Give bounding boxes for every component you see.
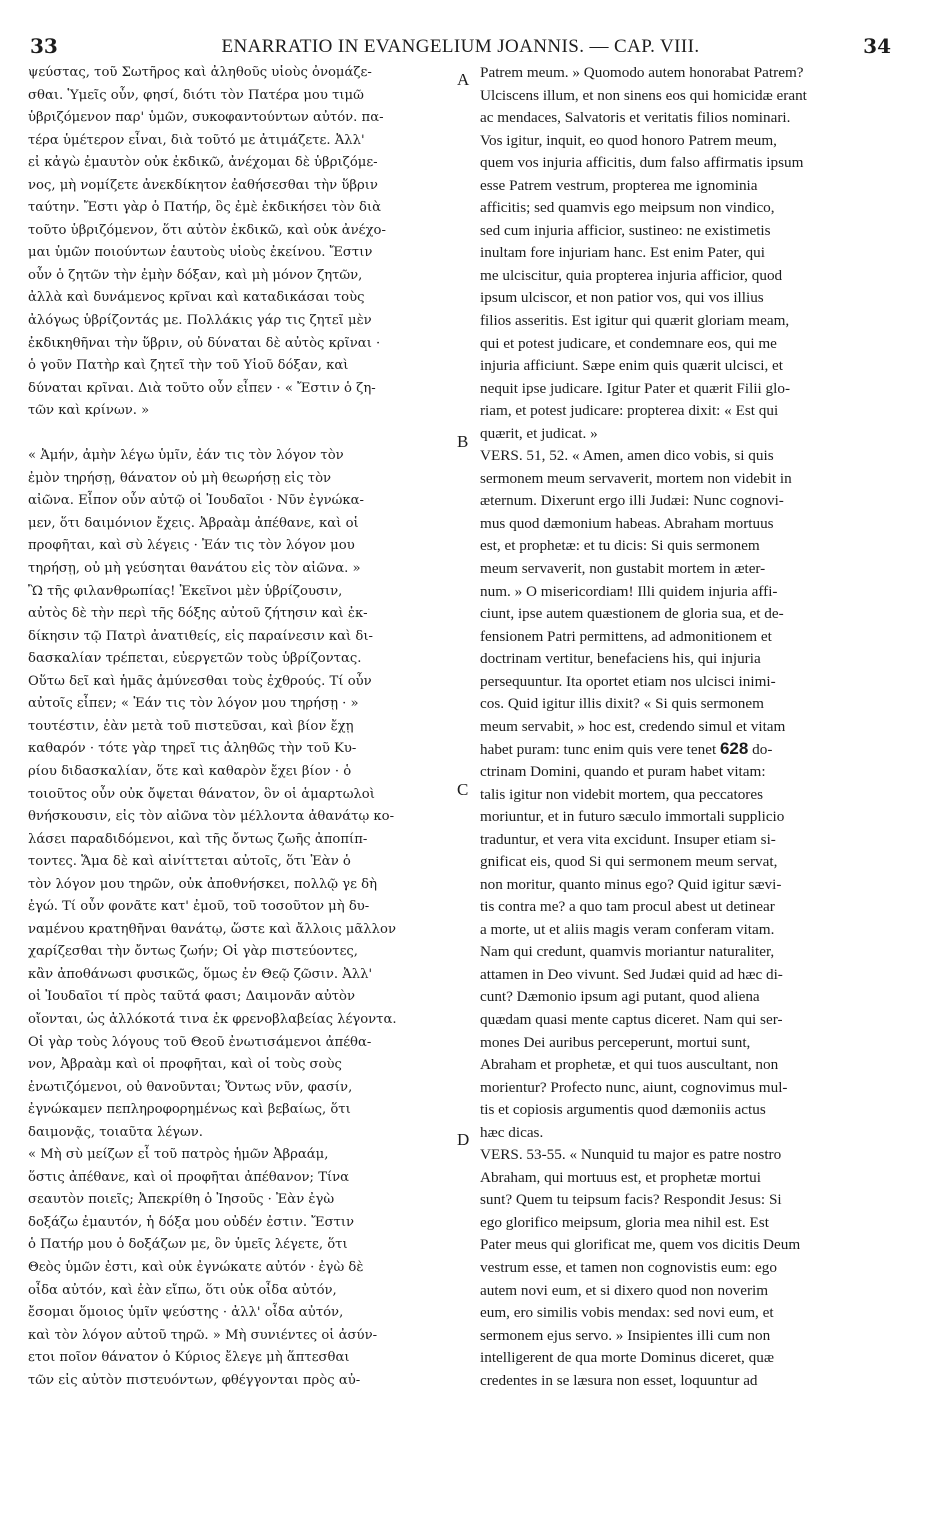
latin-text-line: cos. Quid igitur illis dixit? « Si quis sermonem: [480, 695, 764, 713]
greek-text-line: ὑβριζόμενον παρ' ὑμῶν, συκοφαντούντων αὐτόν. πα-: [28, 110, 384, 126]
greek-text-line: αἰῶνα. Εἶπον οὖν αὐτῷ οἱ Ἰουδαῖοι · Νῦν ἐγνώκα-: [28, 493, 365, 509]
greek-text-line: νον, Ἀβραὰμ καὶ οἱ προφῆται, καὶ οἱ τοὺς σοὺς: [28, 1057, 342, 1073]
greek-text-line: ἀλλὰ καὶ δυνάμενος κρῖναι καὶ καταδικάσαι τοὺς: [28, 290, 365, 306]
latin-text-line: Vos igitur, inquit, eo quod honoro Patrem meum,: [480, 131, 777, 149]
greek-text-line: ὁ Πατήρ μου ὁ δοξάζων με, ὃν ὑμεῖς λέγετε, ὅτι: [28, 1237, 348, 1253]
latin-text-line: cunt? Dæmonio ipsum agi putant, quod aliena: [480, 988, 760, 1006]
latin-text-line: hæc dicas.: [480, 1123, 544, 1141]
greek-text-line: ναμένου κρατηθῆναι θανάτῳ, ὥστε καὶ ἄλλοις μᾶλλον: [28, 921, 396, 937]
greek-text-line: « Ἀμήν, ἀμὴν λέγω ὑμῖν, ἐάν τις τὸν λόγον τὸν: [28, 448, 344, 464]
latin-text-line: morientur? Profecto nunc, aiunt, cognovimus mul-: [480, 1078, 788, 1096]
latin-text-line: doctrinam vertitur, benefaciens his, qui injuria: [480, 650, 761, 668]
greek-text-line: τῶν καὶ κρίνων. »: [28, 403, 150, 419]
latin-text-line: ego glorifico meipsum, gloria mea nihil est. Est: [480, 1213, 769, 1231]
latin-text-line: intelligerent de qua morte Dominus diceret, quæ: [480, 1349, 774, 1367]
column-number: 628: [719, 739, 749, 759]
greek-text-line: Ὢ τῆς φιλανθρωπίας! Ἐκεῖνοι μὲν ὑβρίζουσιν,: [28, 583, 343, 599]
greek-text-line: καθαρόν · τότε γὰρ τηρεῖ τις ἀληθῶς τὴν τοῦ Κυ-: [28, 741, 357, 757]
greek-text-line: ἀλόγως ὑβρίζοντάς με. Πολλάκις γάρ τις ζητεῖ μὲν: [28, 313, 372, 329]
latin-text-line: non moritur, quanto minus ego? Quid igitur sævi-: [480, 875, 782, 893]
left-page-number: 33: [30, 34, 58, 58]
greek-text-line: τουτέστιν, ἐὰν μετὰ τοῦ πιστεῦσαι, καὶ βίον ἔχῃ: [28, 718, 354, 734]
greek-text-line: « Μὴ σὺ μείζων εἶ τοῦ πατρὸς ἡμῶν Ἀβραάμ,: [28, 1147, 329, 1163]
running-title: ENARRATIO IN EVANGELIUM JOANNIS. — CAP. VIII.: [221, 36, 700, 57]
latin-text-line: sed cum injuria afficior, sustineo: ne existimetis: [480, 221, 771, 239]
greek-text-line: ἔσομαι ὅμοιος ὑμῖν ψεύστης · ἀλλ' οἶδα αὐτόν,: [28, 1305, 344, 1321]
greek-text-gap: [28, 423, 454, 446]
greek-text-line: τηρήσῃ, οὐ μὴ γεύσηται θανάτου εἰς τὸν αἰῶνα. »: [28, 561, 361, 577]
latin-text-line: quem vos injuria afficitis, dum falso affirmatis ipsum: [480, 154, 804, 172]
latin-text-line: persequuntur. Ita oportet etiam nos ulcisci inimi-: [480, 672, 776, 690]
greek-text-line: ρίου διδασκαλίαν, ὅτε καὶ καθαρὸν ἔχει βίον · ὁ: [28, 763, 352, 779]
greek-text-line: σεαυτὸν ποιεῖς; Ἀπεκρίθη ὁ Ἰησοῦς · Ἐὰν ἐγὼ: [28, 1192, 335, 1208]
latin-text-line: sermonem ejus servo. » Insipientes illi cum non: [480, 1326, 771, 1344]
latin-text-line: mones Dei auribus perceperunt, mortui sunt,: [480, 1033, 751, 1051]
latin-text-line: tis contra me? a quo tam procul abest ut detinear: [480, 898, 775, 916]
greek-text-line: ἐκδικηθῆναι τὴν ὕβριν, οὐ δύναται δὲ αὐτὸς κρῖναι ·: [28, 335, 381, 351]
greek-text-line: αὐτοῖς εἶπεν; « Ἐάν τις τὸν λόγον μου τηρήσῃ · »: [28, 696, 359, 712]
greek-text-line: δίκησιν τῷ Πατρὶ ἀνατιθείς, εἰς παραίνεσιν καὶ δι-: [28, 628, 373, 644]
greek-text-line: προφῆται, καὶ σὺ λέγεις · Ἐάν τις τὸν λόγον μου: [28, 538, 355, 554]
greek-text-line: θνήσκουσιν, εἰς τὸν αἰῶνα τὸν μέλλοντα ἀθανάτῳ κο-: [28, 809, 395, 825]
latin-text-line: ac mendaces, Salvatoris et veritatis filios nominari.: [480, 109, 791, 127]
latin-text-line: ciunt, ipse autem quæstionem de gloria sua, et de-: [480, 605, 784, 623]
latin-text-line: meum servaverit, non gustabit mortem in æter-: [480, 560, 766, 578]
latin-text-line: inultam fore injuriam hanc. Est enim Pater, qui: [480, 244, 765, 262]
section-marker-d: D: [457, 1130, 470, 1149]
greek-text-line: ψεύστας, τοῦ Σωτῆρος καὶ ἀληθοῦς υἱοὺς ὀνομάζε-: [28, 65, 372, 80]
greek-text-line: ἐμὸν τηρήσῃ, θάνατον οὐ μὴ θεωρήσῃ εἰς τὸν: [28, 470, 332, 486]
greek-text-line: σθαι. Ὑμεῖς οὖν, φησί, διότι τὸν Πατέρα μου τιμῶ: [28, 87, 364, 103]
greek-text-column: [28, 62, 454, 1392]
greek-text-line: ὁ γοῦν Πατὴρ καὶ ζητεῖ τὴν τοῦ Υἱοῦ δόξαν, καὶ: [28, 358, 349, 374]
latin-text-line: Ulciscens illum, et non sinens eos qui homicidæ erant: [480, 86, 807, 104]
greek-text-line: ἐγώ. Τί οὖν φονᾶτε κατ' ἐμοῦ, τοῦ τοσοῦτον μὴ δυ-: [28, 899, 370, 915]
section-marker-a: A: [457, 70, 470, 89]
latin-text-line: credentes in se læsura non esset, loquuntur ad: [480, 1371, 758, 1389]
greek-text-line: τοντες. Ἅμα δὲ καὶ αἰνίττεται αὐτοῖς, ὅτι Ἐὰν ὁ: [28, 854, 351, 870]
greek-text-line: τῶν εἰς αὐτὸν πιστευόντων, φθέγγονται πρὸς αὐ-: [28, 1372, 361, 1388]
latin-text-line: meum servabit, » hoc est, credendo simul et vitam: [480, 717, 786, 735]
latin-text-line: me ulciscitur, quia propterea injuria afficior, quod: [480, 266, 783, 284]
greek-text-line: τοιοῦτος οὖν οὐκ ὄψεται θάνατον, ὃν οἱ ἁμαρτωλοὶ: [28, 786, 375, 802]
greek-text-line: ἐγνώκαμεν πεπληροφορημένως καὶ βεβαίως, ὅτι: [28, 1102, 351, 1118]
latin-text-line: est, et prophetæ: et tu dicis: Si quis sermonem: [480, 537, 760, 555]
latin-text-line: sermonem meum servaverit, mortem non videbit in: [480, 469, 792, 487]
latin-text-line: traduntur, et vera vita excidunt. Insuper etiam si-: [480, 830, 776, 848]
greek-text-line: εἰ κἀγὼ ἐμαυτὸν οὐκ ἐκδικῶ, ἀνέχομαι δὲ ὑβριζόμε-: [28, 155, 378, 171]
section-marker-b: B: [457, 432, 469, 451]
latin-text-line: Nam qui credunt, quamvis moriantur naturaliter,: [480, 943, 775, 961]
greek-text-line: μεν, ὅτι δαιμόνιον ἔχεις. Ἀβραὰμ ἀπέθανε, καὶ οἱ: [28, 515, 359, 531]
greek-text-line: τὸν λόγον μου τηρῶν, οὐκ ἀποθνήσκει, πολλῷ γε δὴ: [28, 876, 377, 892]
section-marker-c: C: [457, 780, 469, 799]
latin-text-line: a morte, ut et aliis magis veram conferam vitam.: [480, 920, 775, 938]
greek-text-line: τοῦτο ὑβριζόμενον, ὅτι αὐτὸν ἐκδικῶ, καὶ οὐκ ἀνέχο-: [28, 222, 386, 238]
greek-text-line: οἴονται, ὡς ἀλλόκοτά τινα ἐκ φρενοβλαβείας λέγοντα.: [28, 1011, 397, 1027]
greek-text-line: δοξάζω ἐμαυτόν, ἡ δόξα μου οὐδέν ἐστιν. Ἔστιν: [28, 1214, 355, 1230]
latin-text-line: ipsum ulciscor, et non patior vos, qui vos illius: [480, 289, 764, 307]
greek-text-line: λάσει παραδιδόμενοι, καὶ τῆς ὄντως ζωῆς ἀποπίπ-: [28, 831, 368, 847]
greek-text-line: δασκαλίαν τρέπεται, εὐεργετῶν τοὺς ὑβρίζοντας.: [28, 651, 362, 667]
latin-text-line: Pater meus qui glorificat me, quem vos dicitis Deum: [480, 1236, 801, 1254]
greek-text-line: καὶ τὸν λόγον αὐτοῦ τηρῶ. » Μὴ συνιέντες οἱ ἀσύν-: [28, 1327, 378, 1343]
latin-text-line: sunt? Quem tu teipsum facis? Respondit Jesus: Si: [480, 1191, 782, 1209]
latin-text-line: Abraham et prophetæ, et qui tuos auscultant, non: [480, 1056, 779, 1074]
greek-text-line: μαι ὑμῶν ποιούντων ἑαυτοὺς υἱοὺς ἐκείνου. Ἔστιν: [28, 245, 373, 261]
latin-text-line: Patrem meum. » Quomodo autem honorabat Patrem?: [480, 64, 804, 81]
greek-text-line: ἐνωτιζόμενοι, οὐ θανοῦνται; Ὄντως νῦν, φασίν,: [28, 1079, 353, 1095]
latin-text-line: Abraham, qui mortuus est, et prophetæ mortui: [480, 1168, 761, 1186]
latin-text-line: ctrinam Domini, quando et puram habet vitam:: [480, 762, 766, 780]
greek-text-line: οἱ Ἰουδαῖοι τί πρὸς ταῦτά φασι; Δαιμονᾶν αὐτὸν: [28, 989, 356, 1005]
right-page-number: 34: [863, 34, 891, 58]
latin-text-line: moriuntur, et in futuro sæculo immortali supplicio: [480, 808, 785, 826]
greek-text-line: οὖν ὁ ζητῶν τὴν ἐμὴν δόξαν, καὶ μὴ μόνον ζητῶν,: [28, 267, 363, 283]
greek-text-line: αὐτὸς δὲ τὴν περὶ τῆς δόξης αὐτοῦ ζήτησιν καὶ ἐκ-: [28, 606, 368, 622]
greek-text-line: δύναται κρῖναι. Διὰ τοῦτο οὖν εἶπεν · « Ἔστιν ὁ ζη-: [28, 380, 376, 396]
greek-text-line: ταύτην. Ἔστι γὰρ ὁ Πατήρ, ὃς ἐμὲ ἐκδικήσει τὸν διὰ: [28, 200, 382, 216]
latin-text-line: attamen in Deo vivunt. Sed Judæi quid ad hæc di-: [480, 965, 783, 983]
greek-text-line: Οἱ γὰρ τοὺς λόγους τοῦ Θεοῦ ἐνωτισάμενοι ἀπέθα-: [28, 1034, 372, 1050]
latin-text-line: filios asseritis. Est igitur qui quærit gloriam meam,: [480, 312, 790, 330]
greek-text-line: δαιμονᾷς, τοιαῦτα λέγων.: [28, 1124, 203, 1140]
latin-text-line: mus quod dæmonium habeas. Abraham mortuus: [480, 514, 774, 532]
latin-text-line: talis igitur non videbit mortem, qua peccatores: [480, 785, 764, 803]
latin-text-line: num. » O misericordiam! Illi quidem injuria affi-: [480, 582, 778, 600]
latin-text-line: VERS. 53-55. « Nunquid tu major es patre nostro: [480, 1146, 782, 1164]
greek-text-line: Οὕτω δεῖ καὶ ἡμᾶς ἀμύνεσθαι τοὺς ἐχθρούς. Τί οὖν: [28, 673, 372, 689]
running-header: [28, 34, 893, 60]
latin-text-line: nequit ipse judicare. Igitur Pater et quærit Filii glo-: [480, 379, 791, 397]
latin-text-line: fensionem Patri permittens, ad admonitionem et: [480, 627, 772, 645]
latin-text-line: vestrum esse, et tamen non cognovistis eum: ego: [480, 1258, 777, 1276]
latin-text-line: autem novi eum, et si dixero quod non noverim: [480, 1281, 769, 1299]
greek-text-line: ὅστις ἀπέθανε, καὶ οἱ προφῆται ἀπέθανον; Τίνα: [28, 1169, 350, 1185]
greek-text-line: τέρα ὑμέτερον εἶναι, διὰ τοῦτό με ἀτιμάζετε. Ἀλλ': [28, 132, 365, 148]
latin-text-line: quædam quasi mente captus diceret. Nam qui ser-: [480, 1010, 783, 1028]
greek-text-line: ετοι ποῖον θάνατον ὁ Κύριος ἔλεγε μὴ ἅπτεσθαι: [28, 1350, 350, 1366]
latin-text-line: quærit, et judicat. »: [480, 424, 598, 442]
latin-text-line: æternum. Dixerunt ergo illi Judæi: Nunc cognovi-: [480, 492, 784, 510]
latin-text-line: VERS. 51, 52. « Amen, amen dico vobis, si quis: [480, 447, 774, 465]
latin-text-line: injuria afficiunt. Sæpe enim quis quærit ulcisci, et: [480, 357, 784, 375]
greek-text-line: χαρίζεσθαι τὴν ὄντως ζωήν; Οἱ γὰρ πιστεύοντες,: [28, 944, 359, 960]
greek-text-line: Θεὸς ὑμῶν ἐστι, καὶ οὐκ ἐγνώκατε αὐτόν · ἐγὼ δὲ: [28, 1259, 364, 1275]
greek-text-line: οἶδα αὐτόν, καὶ ἐὰν εἴπω, ὅτι οὐκ οἶδα αὐτόν,: [28, 1282, 337, 1298]
latin-text-line: eum, ero similis vobis mendax: sed novi eum, et: [480, 1304, 774, 1322]
latin-text-line: gnificat eis, quod Si qui sermonem meum servat,: [480, 853, 778, 871]
latin-text-line: habet puram: tunc enim quis vere tenet 628 do-: [480, 739, 773, 759]
latin-text-line: riam, et potest judicare: propterea dixit: « Est qui: [480, 402, 779, 420]
greek-text-line: νος, μὴ νομίζετε ἀνεκδίκητον ἐαθήσεσθαι τὴν ὕβριν: [28, 177, 378, 193]
latin-text-column: [480, 62, 894, 1392]
latin-text-line: esse Patrem vestrum, propterea me ignominia: [480, 176, 758, 194]
latin-text-line: afficitis; sed quamvis ego meipsum non vindico,: [480, 199, 775, 217]
latin-text-line: tis et copiosis argumentis quod dæmoniis actus: [480, 1101, 766, 1119]
latin-text-line: qui et potest judicare, et condemnare eos, qui me: [480, 334, 777, 352]
greek-text-line: κἂν ἀποθάνωσι φυσικῶς, ὅμως ἐν Θεῷ ζῶσιν. Ἀλλ': [28, 966, 373, 982]
